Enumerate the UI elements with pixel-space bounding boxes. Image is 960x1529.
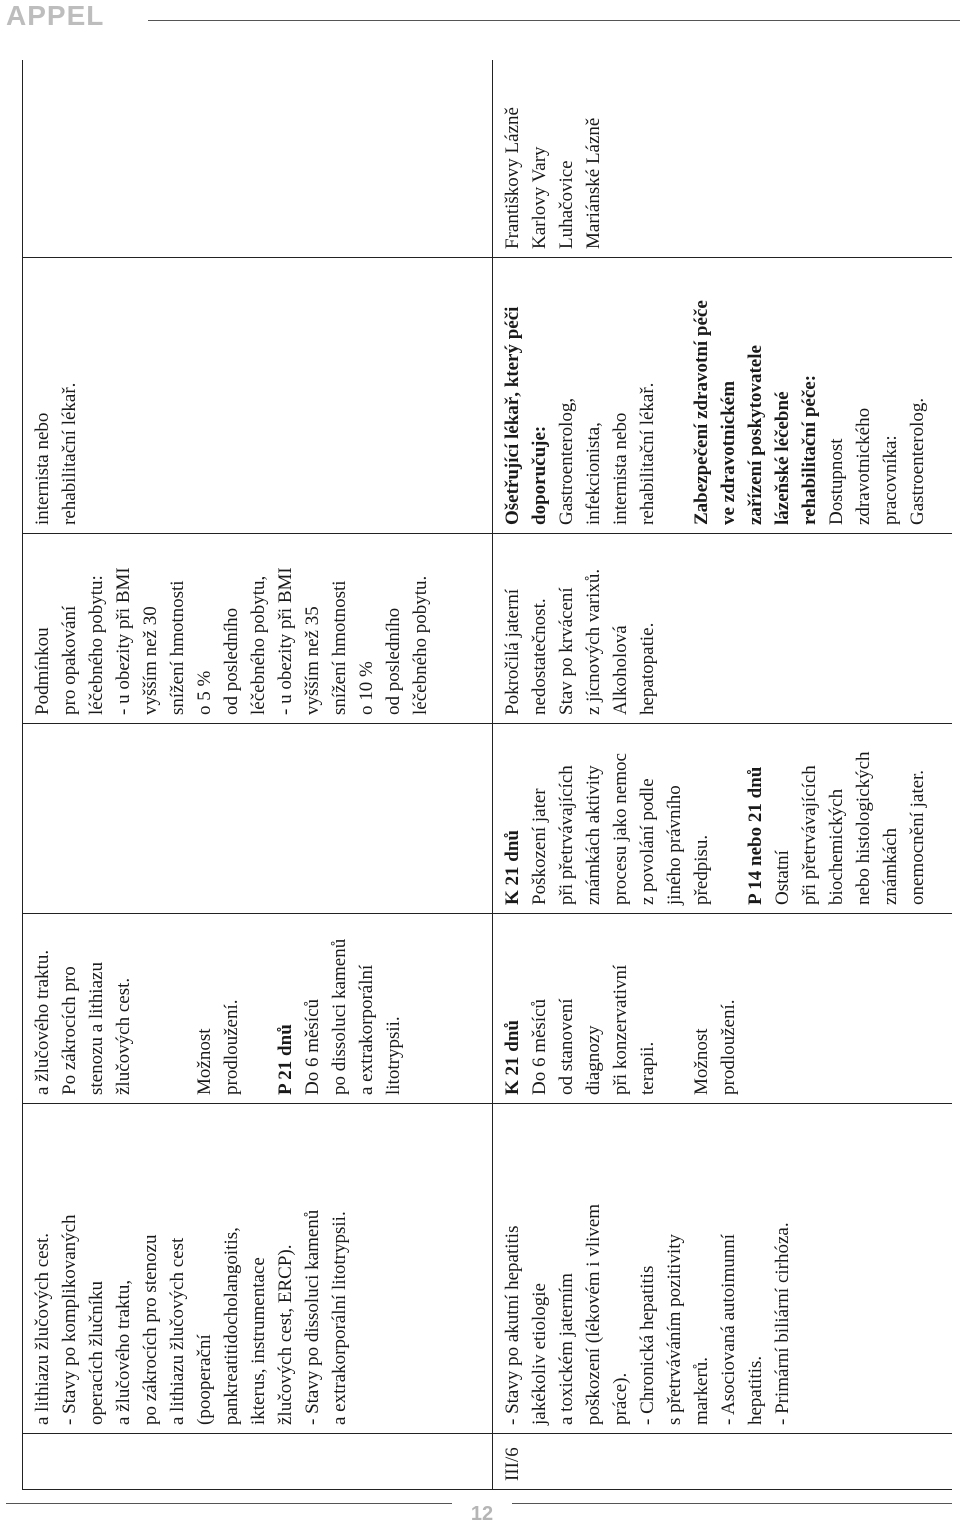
- cell-recommender: Ošetřující lékař, který péči doporučuje: Gastroenterolog, infekcionista, internista nebo rehabilitační lékař. Zabezpečení zdravotní péče ve zdravotnickém zařízení poskytovatele lázeňské léčebné rehabilitační péče: Dostupnost zdravotnického pracovníka: Gastroenterolog.: [493, 258, 953, 534]
- rotated-table-page: [22, 60, 952, 1490]
- cell-code: III/6: [493, 1434, 953, 1490]
- cell-recommender: internista nebo rehabilitační lékař.: [23, 258, 493, 534]
- cell-other-conditions: K 21 dnů Poškození jater při přetrvávajících známkách aktivity procesu jako nemoc z povolání podle jiného právního předpisu. P 14 nebo 21 dnů Ostatní při přetrvávajících biochemických nebo histologických známkách onemocnění jater.: [493, 724, 953, 914]
- cell-spas: Františkovy Lázně Karlovy Vary Luhačovice Mariánské Lázně: [493, 60, 953, 258]
- table-row: [23, 60, 493, 1490]
- page-number: 12: [470, 1503, 494, 1525]
- cell-duration: K 21 dnů Do 6 měsíců od stanovení diagnozy při konzervativní terapii. Možnost prodloužení.: [493, 914, 953, 1104]
- cell-other-conditions: [23, 724, 493, 914]
- table-row: [493, 60, 953, 1490]
- cell-spas: [23, 60, 493, 258]
- cell-contraindications: Pokročilá jaterní nedostatečnost. Stav po krvácení z jícnových varixů. Alkoholová hepatopatie.: [493, 534, 953, 724]
- cell-code: [23, 1434, 493, 1490]
- indication-table: [22, 60, 952, 1490]
- cell-indication: - Stavy po akutní hepatitis jakékoliv etiologie a toxickém jaterním poškození (lékovém i vlivem práce). - Chronická hepatitis s přetrváváním pozitivity markerů. - Asociovaná autoimunní hepatitis. - Primární biliární cirhóza.: [493, 1104, 953, 1434]
- header-rule: [148, 20, 960, 21]
- cell-duration: a žlučového traktu. Po zákrocích pro stenozu a lithiazu žlučových cest. Možnost prodloužení. P 21 dnů Do 6 měsíců po dissoluci kamenů a extrakorporální litotrypsii.: [23, 914, 493, 1104]
- cell-conditions: Podmínkou pro opakování léčebného pobytu: - u obezity při BMI vyšším než 30 snížení hmotnosti o 5 % od posledního léčebného pobytu, - u obezity při BMI vyšším než 35 snížení hmotnosti o 10 % od posledního léčebného pobytu.: [23, 534, 493, 724]
- table-frame: [22, 60, 952, 1490]
- footer-rule-left: [6, 1503, 452, 1504]
- cell-indication: a lithiazu žlučových cest. - Stavy po komplikovaných operacích žlučníku a žlučového traktu, po zákrocích pro stenozu a lithiazu žlučových cest (pooperační pankreatitidocholangoitis, ikterus, instrumentace žlučových cest, ERCP). - Stavy po dissoluci kamenů a extrakorporální litotrypsii.: [23, 1104, 493, 1434]
- brand-logo: APPEL: [6, 0, 105, 31]
- footer-rule-right: [512, 1503, 952, 1504]
